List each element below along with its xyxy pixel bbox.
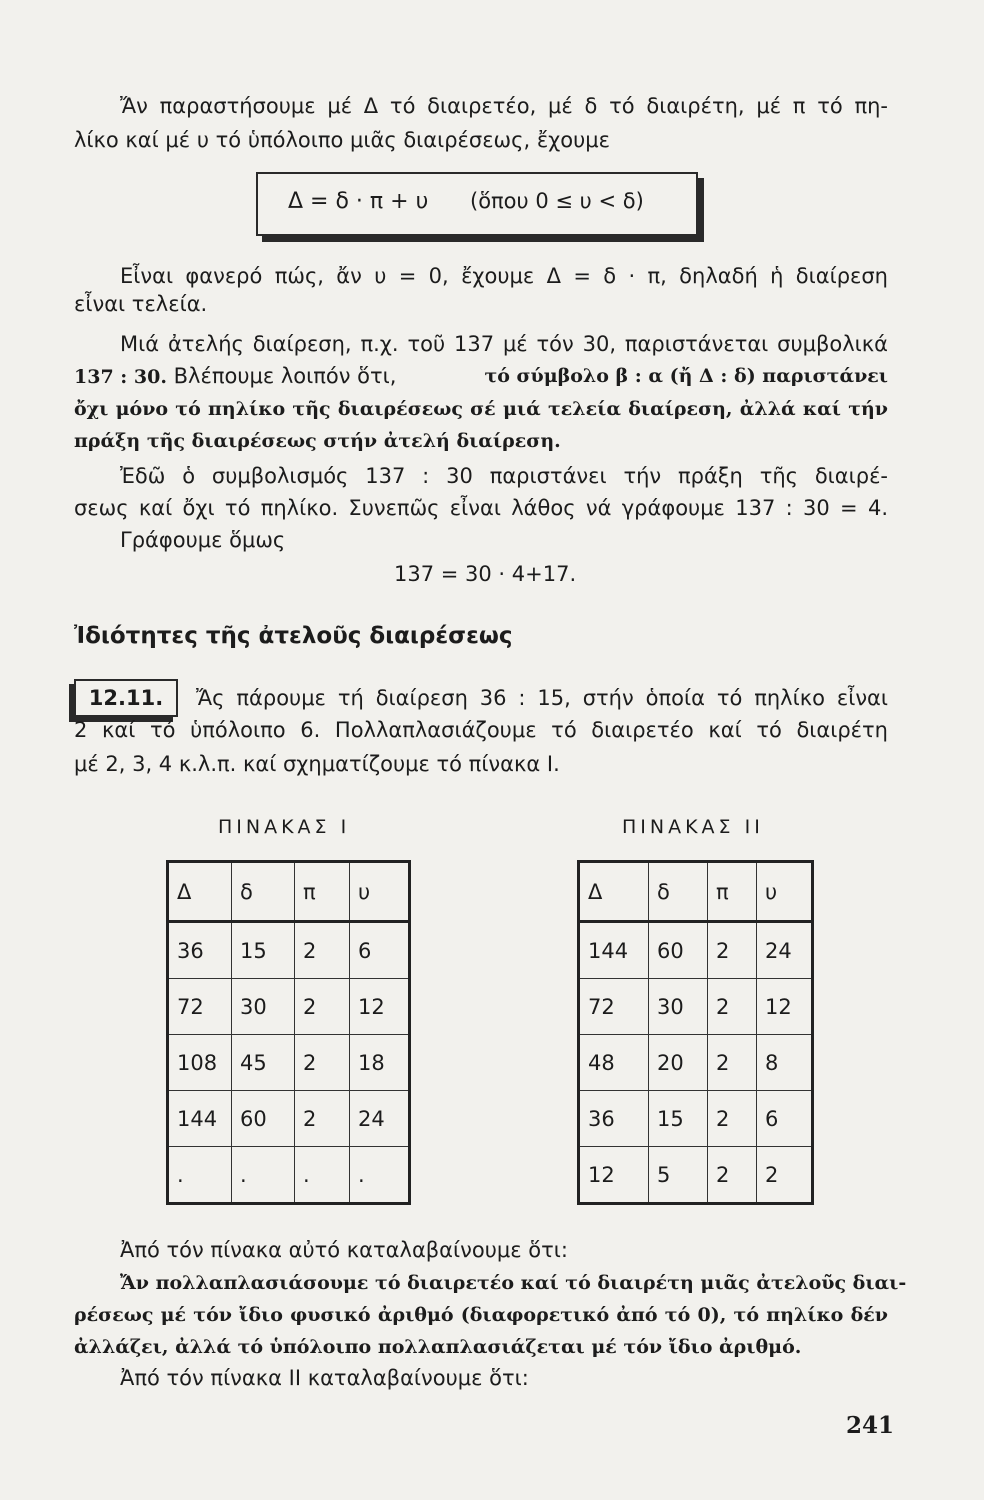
bold-text: 137 : 30. xyxy=(74,366,167,388)
equation: 137 = 30 · 4+17. xyxy=(394,562,577,586)
table-cell: 60 xyxy=(649,922,708,979)
table-cell: 2 xyxy=(757,1147,813,1204)
paragraph-line: Γράφουμε ὅμως xyxy=(120,528,286,552)
table-cell: 18 xyxy=(350,1035,410,1091)
table-cell: 2 xyxy=(295,922,350,979)
table-cell: 12 xyxy=(757,979,813,1035)
table-row xyxy=(579,922,813,979)
bold-line: ὄχι μόνο τό πηλίκο τῆς διαιρέσεως σέ μιά τελεία διαίρεση, ἀλλά καί τήν xyxy=(74,398,888,420)
table-cell: . xyxy=(168,1147,232,1204)
paragraph-line: εἶναι τελεία. xyxy=(74,292,208,316)
table-cell: 72 xyxy=(168,979,232,1035)
table-cell: 2 xyxy=(708,922,757,979)
section-heading: Ἰδιότητες τῆς ἀτελοῦς διαιρέσεως xyxy=(74,623,513,649)
table-row xyxy=(168,1147,410,1204)
table-cell: 144 xyxy=(168,1091,232,1147)
table-header-cell: π xyxy=(295,862,350,922)
table-cell: 15 xyxy=(232,922,295,979)
table-row xyxy=(579,1035,813,1091)
bold-text: τό σύμβολο β : α (ἤ Δ : δ) παριστάνει xyxy=(484,365,888,387)
paragraph-line: 2 καί τό ὑπόλοιπο 6. Πολλαπλασιάζουμε τό διαιρετέο καί τό διαιρέτη xyxy=(74,718,888,742)
table2-title: ΠΙΝΑΚΑΣ ΙΙ xyxy=(622,816,764,838)
table-cell: 144 xyxy=(579,922,649,979)
table-cell: 60 xyxy=(232,1091,295,1147)
table-cell: 72 xyxy=(579,979,649,1035)
table-header-cell: π xyxy=(708,862,757,922)
table-cell: 2 xyxy=(295,979,350,1035)
table-cell: 5 xyxy=(649,1147,708,1204)
table-cell: . xyxy=(232,1147,295,1204)
table-cell: 12 xyxy=(350,979,410,1035)
table-row xyxy=(579,1091,813,1147)
table-cell: 2 xyxy=(708,1035,757,1091)
section-number: 12.11. xyxy=(74,679,178,717)
paragraph-line: Ἄς πάρουμε τή διαίρεση 36 : 15, στήν ὁποία τό πηλίκο εἶναι xyxy=(196,686,888,710)
bold-line: πράξη τῆς διαιρέσεως στήν ἀτελή διαίρεση. xyxy=(74,430,561,452)
table-cell: 2 xyxy=(295,1035,350,1091)
table-cell: 36 xyxy=(168,922,232,979)
table-cell: . xyxy=(350,1147,410,1204)
table-cell: 36 xyxy=(579,1091,649,1147)
table-header-row xyxy=(168,862,410,922)
formula-main: Δ = δ · π + υ xyxy=(288,189,429,214)
table-cell: 2 xyxy=(708,1091,757,1147)
paragraph-line: Εἶναι φανερό πώς, ἄν υ = 0, ἔχουμε Δ = δ · π, δηλαδή ἡ διαίρεση xyxy=(120,264,888,288)
table-cell: 20 xyxy=(649,1035,708,1091)
table-2 xyxy=(577,860,814,1205)
bold-line: ρέσεως μέ τόν ἴδιο φυσικό ἀριθμό (διαφορετικό ἀπό τό 0), τό πηλίκο δέν xyxy=(74,1304,888,1326)
table-header-cell: Δ xyxy=(579,862,649,922)
table-row xyxy=(168,922,410,979)
table-1 xyxy=(166,860,411,1205)
table-header-cell: υ xyxy=(350,862,410,922)
table-cell: 12 xyxy=(579,1147,649,1204)
page-number: 241 xyxy=(846,1412,895,1439)
table-cell: 8 xyxy=(757,1035,813,1091)
table-cell: 24 xyxy=(350,1091,410,1147)
paragraph-line: Ἐδῶ ὁ συμβολισμός 137 : 30 παριστάνει τήν πράξη τῆς διαιρέ- xyxy=(120,464,888,488)
table-row xyxy=(579,979,813,1035)
table-cell: 6 xyxy=(757,1091,813,1147)
paragraph-line: μέ 2, 3, 4 κ.λ.π. καί σχηματίζουμε τό πίνακα Ι. xyxy=(74,752,560,776)
table-header-cell: δ xyxy=(649,862,708,922)
table-row xyxy=(168,1035,410,1091)
table-cell: 24 xyxy=(757,922,813,979)
bold-line: Ἄν πολλαπλασιάσουμε τό διαιρετέο καί τό διαιρέτη μιᾶς ἀτελοῦς διαι- xyxy=(120,1272,907,1294)
table-cell: 2 xyxy=(295,1091,350,1147)
paragraph-line: Ἀπό τόν πίνακα ΙΙ καταλαβαίνουμε ὅτι: xyxy=(120,1366,529,1390)
table-header-cell: υ xyxy=(757,862,813,922)
table-header-cell: Δ xyxy=(168,862,232,922)
table-cell: 30 xyxy=(232,979,295,1035)
paragraph-line: Μιά ἀτελής διαίρεση, π.χ. τοῦ 137 μέ τόν 30, παριστάνεται συμβολικά xyxy=(120,332,888,356)
table-header-row xyxy=(579,862,813,922)
table-cell: 48 xyxy=(579,1035,649,1091)
paragraph-line: σεως καί ὄχι τό πηλίκο. Συνεπῶς εἶναι λάθος νά γράφουμε 137 : 30 = 4. xyxy=(74,496,888,520)
paragraph-line: λίκο καί μέ υ τό ὑπόλοιπο μιᾶς διαιρέσεως, ἔχουμε xyxy=(74,128,611,152)
table-cell: . xyxy=(295,1147,350,1204)
table-header-cell: δ xyxy=(232,862,295,922)
table-row xyxy=(168,979,410,1035)
table-cell: 6 xyxy=(350,922,410,979)
formula-condition: (ὅπου 0 ≤ υ < δ) xyxy=(470,189,644,213)
table-cell: 45 xyxy=(232,1035,295,1091)
table-row xyxy=(579,1147,813,1204)
table-cell: 30 xyxy=(649,979,708,1035)
formula-box xyxy=(256,172,698,236)
paragraph-line: Ἀπό τόν πίνακα αὐτό καταλαβαίνουμε ὅτι: xyxy=(120,1238,568,1262)
table1-title: ΠΙΝΑΚΑΣ Ι xyxy=(218,816,351,838)
text: Βλέπουμε λοιπόν ὅτι, xyxy=(166,364,397,388)
table-cell: 2 xyxy=(708,1147,757,1204)
table-row xyxy=(168,1091,410,1147)
paragraph-line: Ἄν παραστήσουμε μέ Δ τό διαιρετέο, μέ δ τό διαιρέτη, μέ π τό πη- xyxy=(120,94,888,118)
table-cell: 108 xyxy=(168,1035,232,1091)
paragraph-line xyxy=(74,362,888,391)
table-cell: 2 xyxy=(708,979,757,1035)
table-cell: 15 xyxy=(649,1091,708,1147)
bold-line: ἀλλάζει, ἀλλά τό ὑπόλοιπο πολλαπλασιάζεται μέ τόν ἴδιο ἀριθμό. xyxy=(74,1336,802,1358)
